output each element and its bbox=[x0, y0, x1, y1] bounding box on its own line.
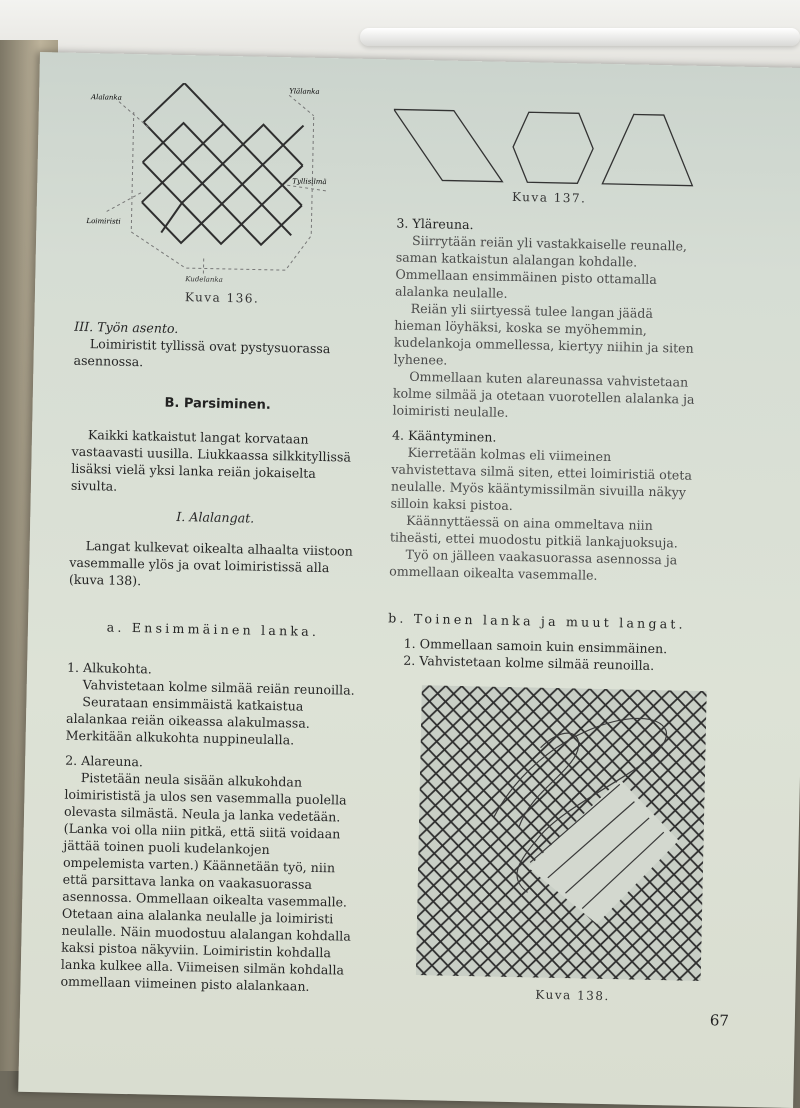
background-rod bbox=[360, 28, 800, 46]
section-i-text: Langat kulkevat oikealta alhaalta viistoon vasemmalle ylös ja ovat loimiristissä alla (kuva 138). bbox=[68, 538, 353, 589]
figure-137-caption: Kuva 137. bbox=[511, 189, 587, 206]
item-2-title: 2. Alareuna. bbox=[65, 752, 144, 770]
item-1-title: 1. Alkukohta. bbox=[66, 659, 153, 677]
item-4-p3: Työ on jälleen vaakasuorassa asennossa ja ommellaan oikealta vasemmalle. bbox=[389, 546, 678, 583]
figure-136-mesh-diagram bbox=[85, 81, 339, 281]
section-a-title: a. Ensimmäinen lanka. bbox=[106, 619, 320, 639]
label-ylalanka: Ylälanka bbox=[289, 87, 320, 96]
item-2-p1: Pistetään neula sisään alkukohdan loimirististä ja ulos sen vasemmalla puolella olevasta silmästä. Neula ja lanka vedetään. (Lanka voi olla niin pitkä, että siitä voidaan jättää toinen puoli kudelankojen ompelemista varten.) Käännetään työ, niin että parsittava lanka on vaakasuorassa asennossa. Ommellaan oikealta vasemmalle. Otetaan aina alalanka neulalle ja loimiristi neulalle. Näin muodostuu alalangan kohdalla kaksi pistoa näkyviin. Loimiristin kohdalla lanka kulkee alla. Viimeisen silmän kohdalla ommellaan viimeinen pisto alalankaan. bbox=[60, 770, 351, 994]
label-tyllisilma: Tyllisilmä bbox=[292, 177, 327, 187]
item-3-p2: Reiän yli siirtyessä tulee langan jäädä hieman löyhäksi, koska se myöhemmin, kudelankoja ommellessa, kiertyy niihin ja siten lyhenee. bbox=[393, 300, 694, 368]
section-iii-title: III. Työn asento. bbox=[74, 318, 179, 336]
figure-136-caption: Kuva 136. bbox=[184, 290, 260, 306]
item-1-p1: Vahvistetaan kolme silmää reiän reunoilla. bbox=[82, 677, 355, 698]
section-iii-text: Loimiristit tyllissä ovat pystysuorassa asennossa. bbox=[73, 336, 331, 370]
label-loimiristi: Loimiristi bbox=[86, 217, 121, 226]
label-alalanka: Alalanka bbox=[90, 93, 122, 102]
item-3-p1: Siirrytään reiän yli vastakkaiselle reunalle, saman katkaistun alalangan kohdalle. Ommellaan ensimmäinen pisto ottamalla alalanka neulalle. bbox=[394, 232, 688, 301]
right-column bbox=[387, 215, 701, 675]
left-column bbox=[60, 318, 364, 996]
page-number: 67 bbox=[709, 1011, 730, 1030]
section-b2-line1: 1. Ommellaan samoin kuin ensimmäinen. bbox=[403, 635, 668, 657]
item-1-p2: Seurataan ensimmäistä katkaistua alalankaa reiän oikeassa alakulmassa. Merkitään alkukohta nuppineulalla. bbox=[65, 694, 310, 748]
item-4-p2: Käännyttäessä on aina ommeltava niin tiheästi, ettei muodostu pitkiä lankajuoksuja. bbox=[389, 512, 679, 551]
label-kudelanka: Kudelanka bbox=[185, 275, 223, 284]
item-4-p1: Kierretään kolmas eli viimeinen vahvistettava silmä siten, ettei loimiristiä oteta neulalle. Myös kääntymissilmän sivuilla näkyy silloin kaksi pistoa. bbox=[390, 444, 693, 514]
section-b-title: B. Parsiminen. bbox=[164, 395, 271, 413]
section-b2-line2: 2. Vahvistetaan kolme silmää reunoilla. bbox=[403, 652, 655, 673]
figure-138-caption: Kuva 138. bbox=[535, 987, 610, 1004]
book-page bbox=[18, 52, 800, 1108]
section-b2-title: b. Toinen lanka ja muut langat. bbox=[388, 610, 687, 632]
figure-138-darning-photo bbox=[416, 685, 707, 981]
section-b-text: Kaikki katkaistut langat korvataan vastaavasti uusilla. Liukkaassa silkkityllissä lisäksi vielä yksi lanka reiän jokaiselta sivulta. bbox=[70, 427, 352, 494]
item-4-title: 4. Kääntyminen. bbox=[391, 427, 497, 445]
item-3-p3: Ommellaan kuten alareunassa vahvistetaan kolme silmää ja otetaan vuorotellen alalanka ja loimiristi neulalle. bbox=[392, 368, 695, 420]
item-3-title: 3. Yläreuna. bbox=[396, 215, 474, 233]
section-i-title: I. Alalangat. bbox=[176, 508, 255, 526]
figure-137-shapes bbox=[392, 104, 714, 196]
